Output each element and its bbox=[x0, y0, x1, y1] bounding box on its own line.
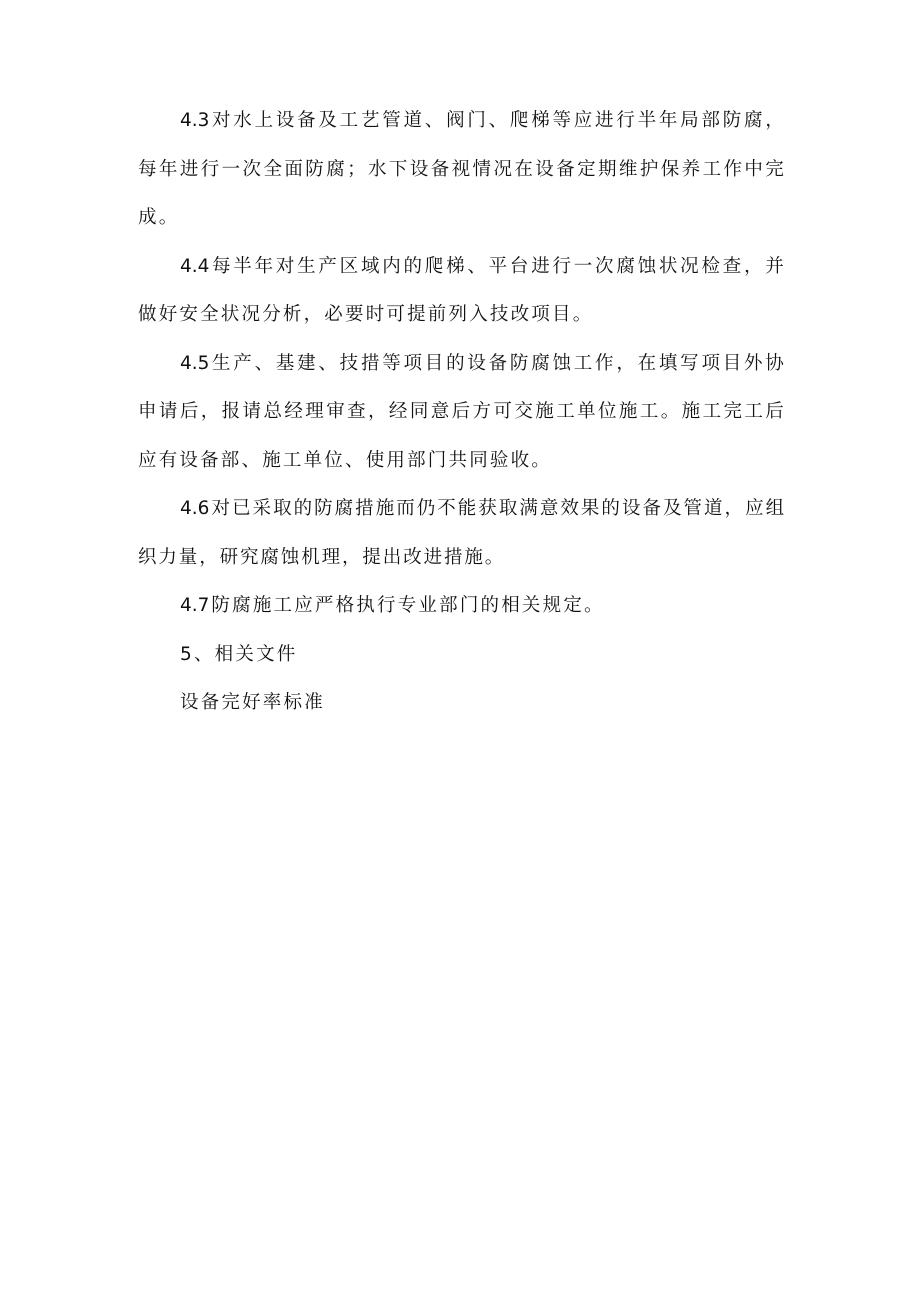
clause-4-3 bbox=[138, 97, 786, 243]
related-document: 设备完好率标准 bbox=[180, 692, 325, 713]
clause-text: 对水上设备及工艺管道、阀门、爬梯等应进行半年局部防腐，每年进行一次全面防腐；水下设备视情况在设备定期维护保养工作中完成。 bbox=[138, 110, 786, 228]
document-body bbox=[138, 97, 786, 728]
clause-text: 对已采取的防腐措施而仍不能获取满意效果的设备及管道，应组织力量，研究腐蚀机理，提出改进措施。 bbox=[138, 498, 786, 568]
clause-text: 生产、基建、技措等项目的设备防腐蚀工作，在填写项目外协申请后，报请总经理审查，经同意后方可交施工单位施工。施工完工后应有设备部、施工单位、使用部门共同验收。 bbox=[138, 352, 786, 471]
clause-4-4 bbox=[138, 243, 786, 340]
clause-4-7 bbox=[138, 582, 786, 631]
clause-number: 4.6 bbox=[180, 498, 210, 519]
clause-number: 4.4 bbox=[180, 255, 210, 277]
clause-4-6 bbox=[138, 485, 786, 582]
section-heading: 5、相关文件 bbox=[180, 643, 298, 665]
clause-text: 防腐施工应严格执行专业部门的相关规定。 bbox=[211, 595, 605, 616]
clause-4-5 bbox=[138, 340, 786, 486]
clause-number: 4.3 bbox=[180, 110, 210, 131]
clause-number: 4.5 bbox=[180, 352, 210, 374]
clause-number: 4.7 bbox=[180, 595, 210, 616]
clause-text: 每半年对生产区域内的爬梯、平台进行一次腐蚀状况检查，并做好安全状况分析，必要时可提前列入技改项目。 bbox=[138, 255, 786, 325]
